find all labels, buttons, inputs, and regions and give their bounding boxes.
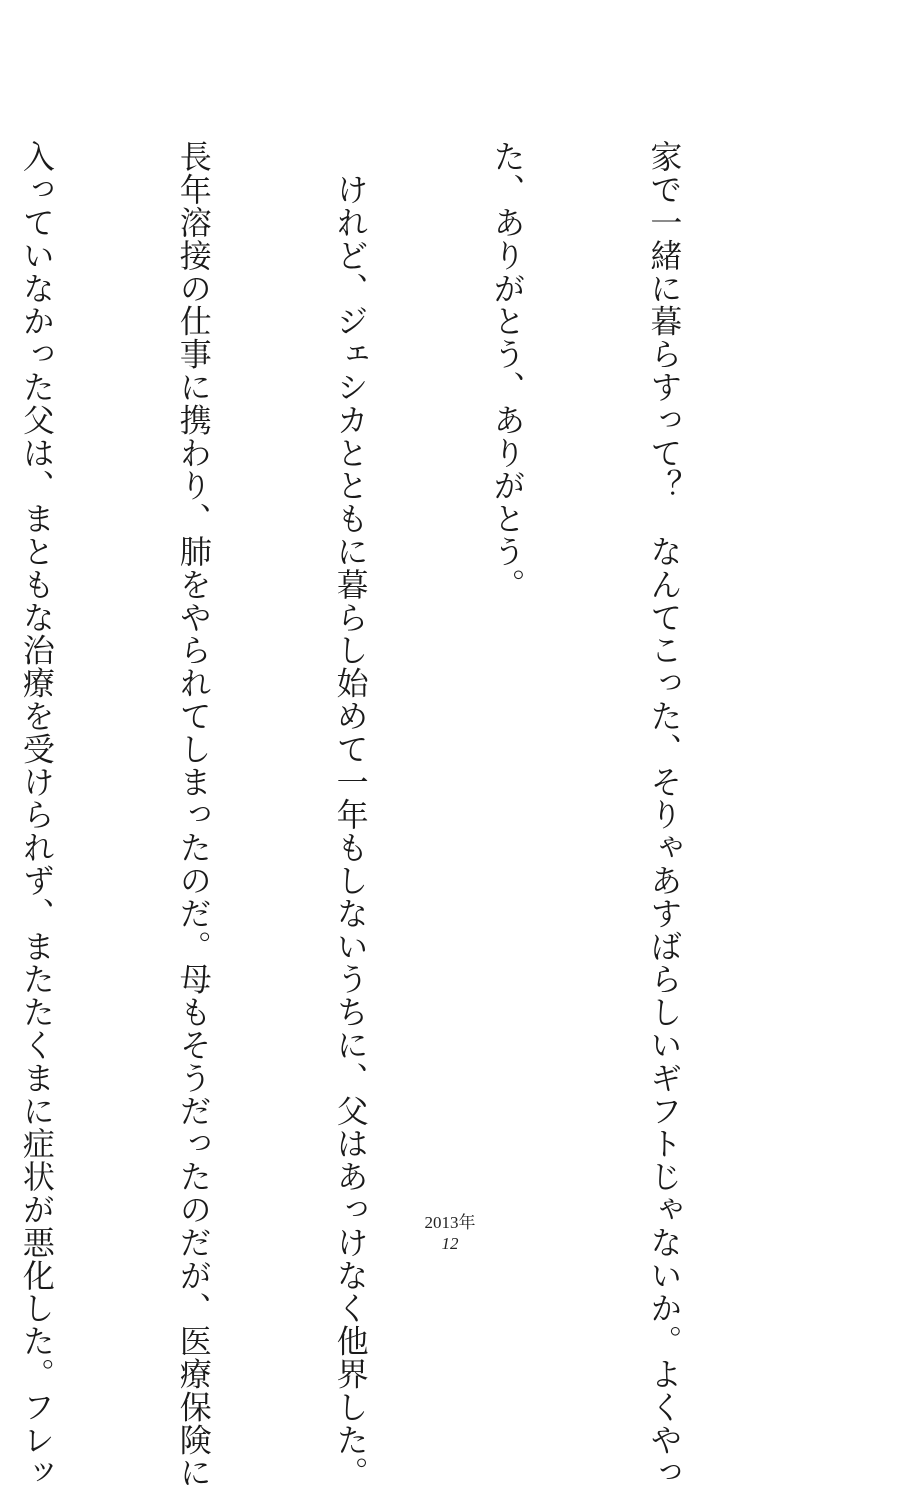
page-number: 12 — [441, 1234, 459, 1253]
text-line: 入っていなかった父は、まともな治療を受けられず、またたくまに症状が悪化した。フレッ — [17, 140, 56, 1489]
text-line: 長年溶接の仕事に携わり、肺をやられてしまったのだ。母もそうだったのだが、医療保険に — [174, 140, 213, 1489]
text-line: た、ありがとう、ありがとう。 — [488, 140, 527, 601]
footer-year: 2013年 — [424, 1213, 476, 1232]
text-line: けれど、ジェシカとともに暮らし始めて一年もしないうちに、父はあっけなく他界した。 — [331, 140, 370, 1489]
text-line: 家で一緒に暮らすって？ なんてこった、そりゃあすばらしいギフトじゃないか。よくやっ — [645, 140, 684, 1489]
